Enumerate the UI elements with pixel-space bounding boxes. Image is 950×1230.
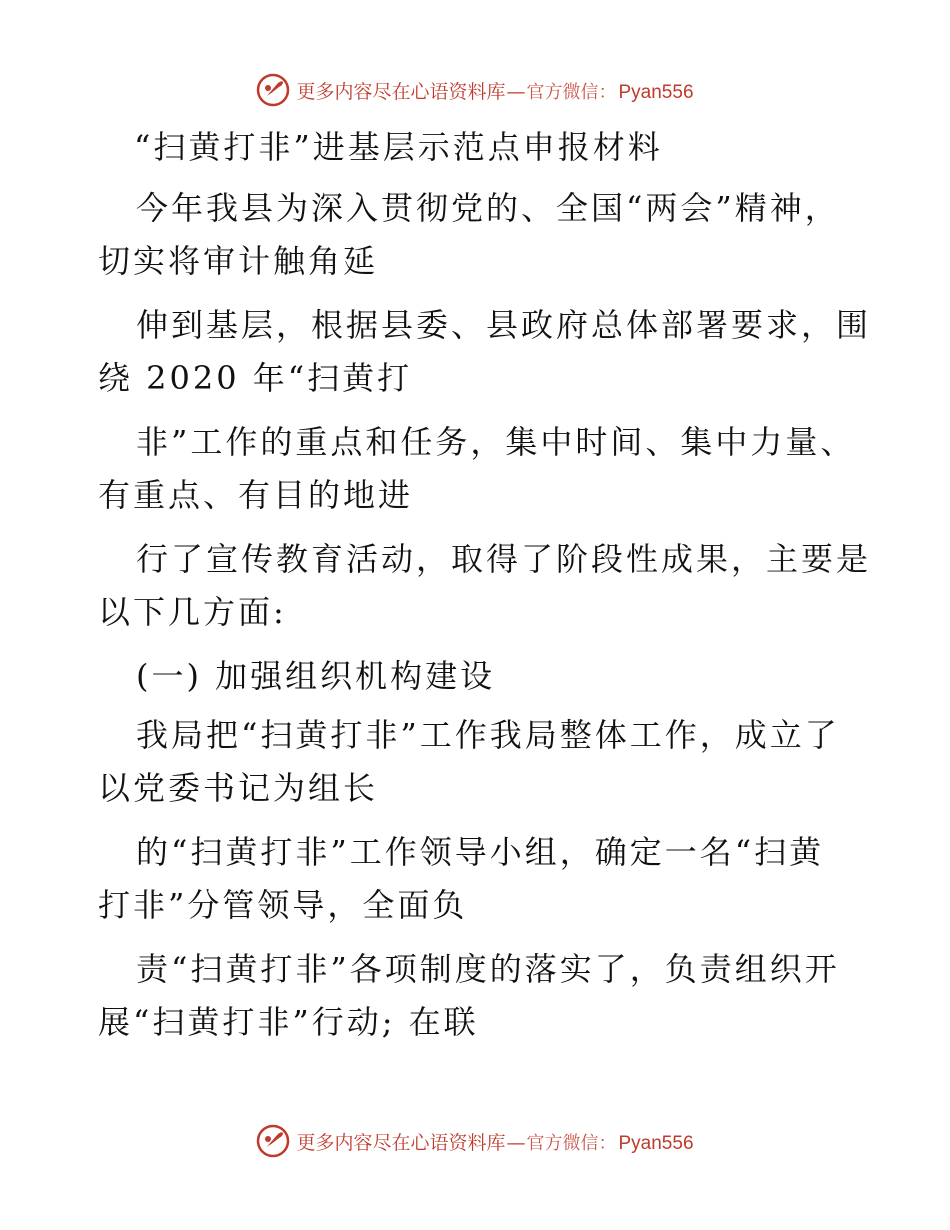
paragraph-line: 打非”分管领导，全面负 bbox=[98, 886, 468, 924]
banner-wechat-id: Pyan556 bbox=[618, 81, 694, 103]
paragraph-line: 行了宣传教育活动，取得了阶段性成果，主要是 bbox=[136, 540, 872, 578]
quill-pen-circle-icon bbox=[256, 73, 290, 107]
quill-pen-circle-icon bbox=[256, 1124, 290, 1158]
section-heading: (一) 加强组织机构建设 bbox=[136, 657, 496, 695]
paragraph-line: 责“扫黄打非”各项制度的落实了，负责组织开 bbox=[136, 950, 840, 988]
paragraph-line: 展“扫黄打非”行动; 在联 bbox=[98, 1003, 479, 1041]
banner-separator: — bbox=[506, 80, 526, 103]
paragraph-line: 以党委书记为组长 bbox=[98, 769, 379, 807]
paragraph-line: 我局把“扫黄打非”工作我局整体工作，成立了 bbox=[136, 716, 840, 754]
paragraph-line: 非”工作的重点和任务，集中时间、集中力量、 bbox=[136, 423, 856, 461]
paragraph-line: 切实将审计触角延 bbox=[98, 242, 379, 280]
paragraph-line: 绕 2020 年“扫黄打 bbox=[98, 359, 413, 397]
banner-wechat-id: Pyan556 bbox=[618, 1132, 694, 1154]
paragraph-line: 的“扫黄打非”工作领导小组，确定一名“扫黄 bbox=[136, 833, 825, 871]
paragraph-line: 伸到基层，根据县委、县政府总体部署要求，围 bbox=[136, 306, 872, 344]
header-banner bbox=[0, 70, 950, 110]
footer-banner-text bbox=[296, 1128, 693, 1155]
banner-slogan: 更多内容尽在心语资料库 bbox=[296, 1131, 506, 1154]
document-title: “扫黄打非”进基层示范点申报材料 bbox=[134, 128, 663, 166]
paragraph-line: 以下几方面: bbox=[98, 593, 287, 631]
banner-separator: — bbox=[506, 1131, 526, 1154]
banner-wechat-label: 官方微信： bbox=[526, 81, 617, 103]
footer-banner bbox=[0, 1121, 950, 1161]
paragraph-line: 今年我县为深入贯彻党的、全国“两会”精神， bbox=[136, 189, 840, 227]
banner-slogan: 更多内容尽在心语资料库 bbox=[296, 80, 506, 103]
header-banner-text bbox=[296, 77, 693, 104]
banner-wechat-label: 官方微信： bbox=[526, 1132, 617, 1154]
paragraph-line: 有重点、有目的地进 bbox=[98, 476, 414, 514]
